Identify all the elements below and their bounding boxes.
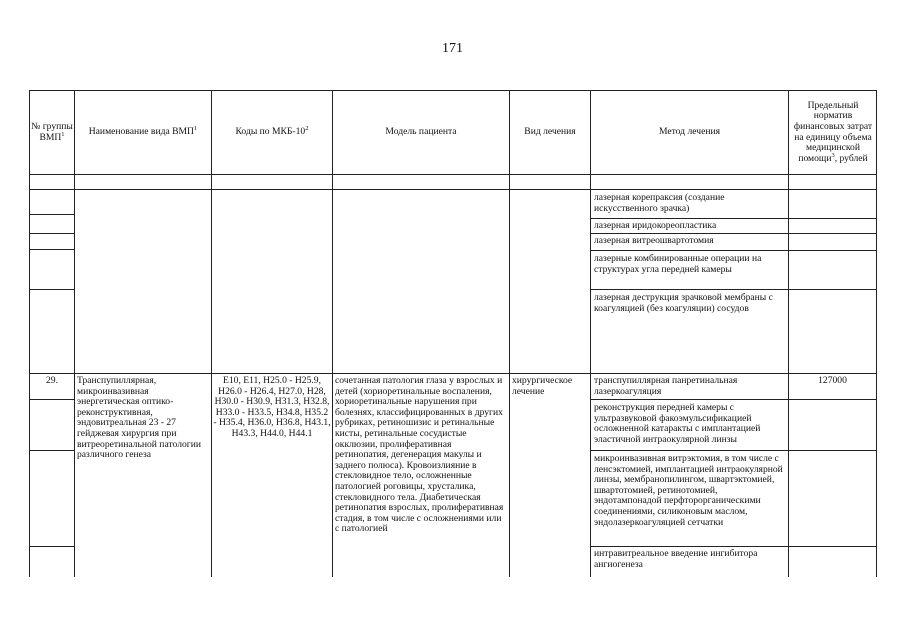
- method-item: микроинвазивная витрэктомия, в том числе с ленсэктомией, имплантацией интраокулярной линзы, мембранопилингом, швартэктомией, швартотомией, ретинотомией, эндотампонадой перфторорганическими соединениями, силиконовым маслом, эндолазеркоагуляцией сетчатки: [594, 453, 783, 528]
- method-item: лазерные комбинированные операции на структурах угла передней камеры: [594, 253, 762, 275]
- method-item: лазерная корепраксия (создание искусственного зрачка): [594, 192, 725, 214]
- patient-model: сочетанная патология глаза у взрослых и детей (хориоретинальные воспаления, хориоретинальные нарушения при болезнях, классифицированных в других рубриках, ретиношизис и ретинальные кисты, ретинальные сосудистые окклюзии, пролиферативная ретинопатия, дегенерация макулы и заднего полюса). Кровоизлияние в стекловидное тело, осложненные патологией роговицы, хрусталика, стекловидного тела. Диабетическая ретинопатия взрослых, пролиферативная стадия, в том числе с осложнениями или с патологией: [335, 376, 504, 535]
- method-item: лазерная деструкция зрачковой мембраны с коагуляцией (без коагуляции) сосудов: [594, 292, 773, 314]
- icd-codes: E10, E11, H25.0 - H25.9, H26.0 - H26.4, H27.0, H28, H30.0 - H30.9, H31.3, H32.8, H33.0 - H33.5, H34.8, H35.2 - H35.4, H36.0, H36.8, H43.1, H43.3, H44.0, H44.1: [213, 375, 331, 439]
- header-treatment-type: Вид лечения: [524, 126, 576, 138]
- method-item: интравитреальное введение ингибитора ангиогенеза: [594, 548, 758, 570]
- cost-value: 127000: [818, 375, 847, 386]
- header-group-number: № группы ВМП$^1$: [31, 120, 73, 143]
- method-item: транспупиллярная панретинальная лазеркоагуляция: [594, 375, 738, 397]
- header-cost-standard: Предельный норматив финансовых затрат на единицу объема медицинской помощи$^3$, рублей: [793, 99, 873, 164]
- method-item: реконструкция передней камеры с ультразвуковой факоэмульсификацией осложненной катаракты с имплантацией эластичной интраокулярной линзы: [594, 402, 761, 445]
- method-item: лазерная витреошвартотомия: [594, 235, 714, 246]
- treatment-type: хирургическое лечение: [512, 375, 573, 397]
- header-vmp-name: Наименование вида ВМП$^1$: [88, 125, 198, 138]
- page-number: 171: [442, 41, 463, 56]
- header-patient-model: Модель пациента: [385, 126, 457, 138]
- group-number: 29.: [46, 375, 58, 386]
- header-icd-codes: Коды по МКБ-$10^2$: [235, 125, 309, 138]
- vmp-name: Транспупиллярная, микроинвазивная энергетическая оптико-реконструктивная, эндовитреальная 23 - 27 гейджевая хирургия при витреоретинальной патологии различного генеза: [77, 375, 201, 461]
- header-treatment-method: Метод лечения: [658, 126, 721, 138]
- method-item: лазерная иридокореопластика: [594, 220, 717, 231]
